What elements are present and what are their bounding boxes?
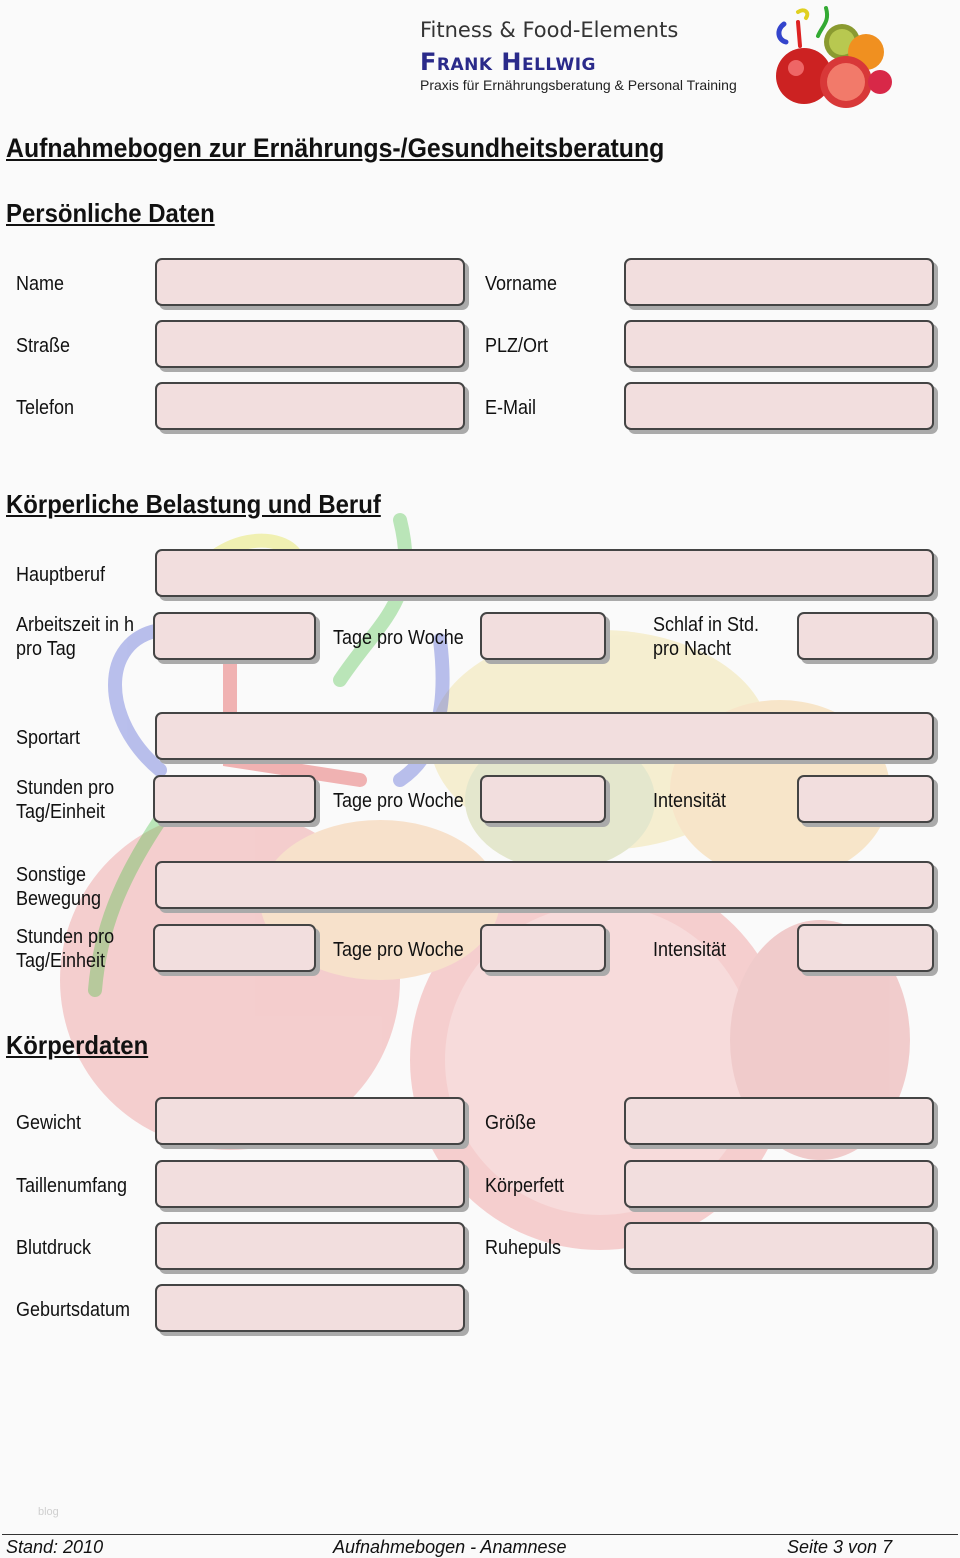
groesse-field[interactable] <box>624 1097 934 1145</box>
stunden-input-other[interactable] <box>155 926 314 970</box>
koerperfett-input[interactable] <box>626 1162 932 1206</box>
geburtsdatum-field[interactable] <box>155 1284 465 1332</box>
fruit-logo-icon <box>770 2 898 110</box>
stunden-input-sport[interactable] <box>155 777 314 821</box>
blutdruck-label: Blutdruck <box>16 1237 92 1259</box>
form-title: Aufnahmebogen zur Ernährungs-/Gesundheitsberatung <box>6 133 665 163</box>
schlaf-field[interactable] <box>797 612 934 660</box>
tage-pro-woche-label-other: Tage pro Woche <box>333 939 464 961</box>
ruhepuls-label: Ruhepuls <box>485 1237 562 1259</box>
tage-pro-woche-label-sport: Tage pro Woche <box>333 790 464 812</box>
plz-ort-field[interactable] <box>624 320 934 368</box>
tage-pro-woche-field-sport[interactable] <box>480 775 606 823</box>
name-input[interactable] <box>157 260 463 304</box>
intensitaet-input-other[interactable] <box>799 926 932 970</box>
brand-line: Fitness & Food-Elements <box>420 18 679 42</box>
email-field[interactable] <box>624 382 934 430</box>
groesse-input[interactable] <box>626 1099 932 1143</box>
blog-watermark-text: blog <box>38 1506 59 1518</box>
name-field[interactable] <box>155 258 465 306</box>
tage-pro-woche-input-other[interactable] <box>482 926 604 970</box>
strasse-input[interactable] <box>157 322 463 366</box>
intensitaet-field-sport[interactable] <box>797 775 934 823</box>
brand-tagline: Praxis für Ernährungsberatung & Personal Training <box>420 77 737 93</box>
email-input[interactable] <box>626 384 932 428</box>
sportart-input[interactable] <box>157 714 932 758</box>
schlaf-label-line2: pro Nacht <box>653 638 732 660</box>
blutdruck-field[interactable] <box>155 1222 465 1270</box>
tage-pro-woche-field-other[interactable] <box>480 924 606 972</box>
hauptberuf-field[interactable] <box>155 549 934 597</box>
geburtsdatum-label: Geburtsdatum <box>16 1299 131 1321</box>
sportart-label: Sportart <box>16 727 81 749</box>
name-label: Name <box>16 273 65 295</box>
plz-ort-input[interactable] <box>626 322 932 366</box>
section-heading-personal: Persönliche Daten <box>6 198 215 228</box>
arbeitszeit-label-line2: pro Tag <box>16 638 76 660</box>
taillenumfang-label: Taillenumfang <box>16 1175 128 1197</box>
intensitaet-label-other: Intensität <box>653 939 727 961</box>
tage-pro-woche-label-work: Tage pro Woche <box>333 627 464 649</box>
vorname-label: Vorname <box>485 273 558 295</box>
tage-pro-woche-field-work[interactable] <box>480 612 606 660</box>
stunden-label-line1-other: Stunden pro <box>16 926 115 948</box>
telefon-label: Telefon <box>16 397 75 419</box>
tage-pro-woche-input-sport[interactable] <box>482 777 604 821</box>
brand-name: Frank Hellwig <box>420 48 596 76</box>
hauptberuf-input[interactable] <box>157 551 932 595</box>
gewicht-label: Gewicht <box>16 1112 82 1134</box>
stunden-field-other[interactable] <box>153 924 316 972</box>
ruhepuls-field[interactable] <box>624 1222 934 1270</box>
vorname-field[interactable] <box>624 258 934 306</box>
intensitaet-field-other[interactable] <box>797 924 934 972</box>
section-heading-work: Körperliche Belastung und Beruf <box>6 489 381 519</box>
telefon-field[interactable] <box>155 382 465 430</box>
vorname-input[interactable] <box>626 260 932 304</box>
sportart-field[interactable] <box>155 712 934 760</box>
schlaf-input[interactable] <box>799 614 932 658</box>
strasse-label: Straße <box>16 335 71 357</box>
blutdruck-input[interactable] <box>157 1224 463 1268</box>
arbeitszeit-input[interactable] <box>155 614 314 658</box>
sonstige-label-line1: Sonstige <box>16 864 87 886</box>
koerperfett-label: Körperfett <box>485 1175 565 1197</box>
geburtsdatum-input[interactable] <box>157 1286 463 1330</box>
stunden-field-sport[interactable] <box>153 775 316 823</box>
plz-ort-label: PLZ/Ort <box>485 335 549 357</box>
arbeitszeit-field[interactable] <box>153 612 316 660</box>
hauptberuf-label: Hauptberuf <box>16 564 106 586</box>
footer-document-name: Aufnahmebogen - Anamnese <box>333 1537 567 1557</box>
koerperfett-field[interactable] <box>624 1160 934 1208</box>
intensitaet-input-sport[interactable] <box>799 777 932 821</box>
footer-stand: Stand: 2010 <box>6 1537 104 1557</box>
intensitaet-label-sport: Intensität <box>653 790 727 812</box>
section-heading-body: Körperdaten <box>6 1030 149 1060</box>
footer-page-number: Seite 3 von 7 <box>787 1537 893 1557</box>
groesse-label: Größe <box>485 1112 537 1134</box>
taillenumfang-input[interactable] <box>157 1162 463 1206</box>
stunden-label-line1-sport: Stunden pro <box>16 777 115 799</box>
sonstige-bewegung-field[interactable] <box>155 861 934 909</box>
tage-pro-woche-input-work[interactable] <box>482 614 604 658</box>
sonstige-label-line2: Bewegung <box>16 888 102 910</box>
gewicht-field[interactable] <box>155 1097 465 1145</box>
email-label: E-Mail <box>485 397 537 419</box>
gewicht-input[interactable] <box>157 1099 463 1143</box>
strasse-field[interactable] <box>155 320 465 368</box>
ruhepuls-input[interactable] <box>626 1224 932 1268</box>
stunden-label-line2-sport: Tag/Einheit <box>16 801 106 823</box>
stunden-label-line2-other: Tag/Einheit <box>16 950 106 972</box>
sonstige-bewegung-input[interactable] <box>157 863 932 907</box>
taillenumfang-field[interactable] <box>155 1160 465 1208</box>
schlaf-label-line1: Schlaf in Std. <box>653 614 760 636</box>
arbeitszeit-label-line1: Arbeitszeit in h <box>16 614 135 636</box>
telefon-input[interactable] <box>157 384 463 428</box>
footer-divider <box>2 1534 958 1535</box>
